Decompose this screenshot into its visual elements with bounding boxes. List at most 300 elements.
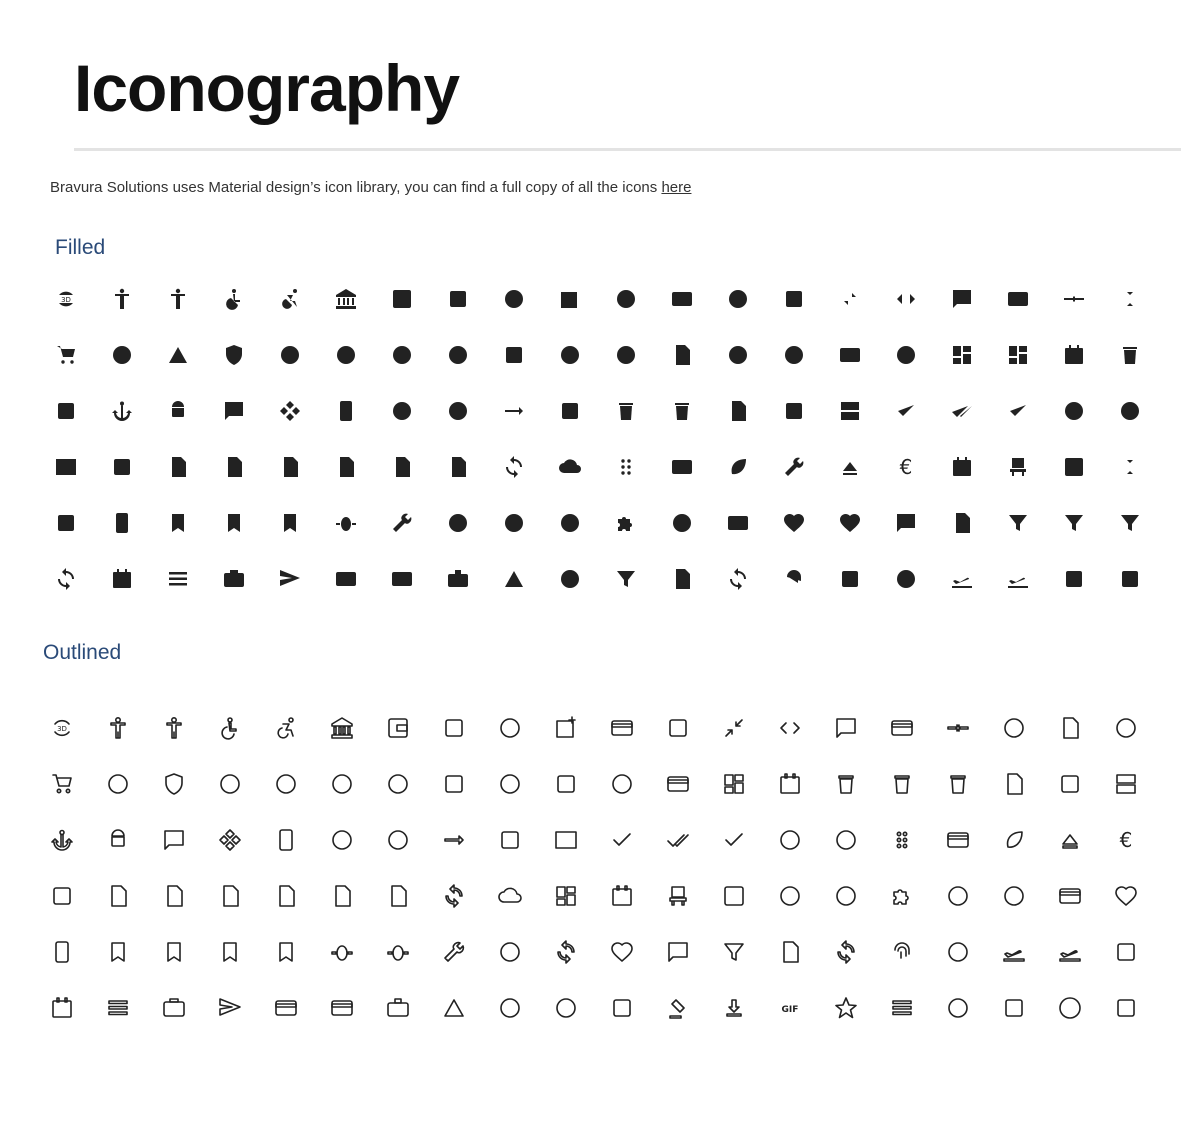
favorite-glyph [1114,884,1138,908]
accessible-forward-icon[interactable] [258,700,314,756]
assignment-late-icon[interactable] [202,868,258,924]
accessible-forward-icon[interactable] [262,271,318,327]
eco-glyph [1002,828,1026,852]
check-circle-icon[interactable] [598,271,654,327]
cached-icon[interactable] [38,551,94,607]
calendar-today-icon[interactable] [94,551,150,607]
account-balance-wallet-icon[interactable] [370,700,426,756]
feedback-icon[interactable] [934,271,990,327]
find-in-page-icon[interactable] [654,551,710,607]
api-icon[interactable] [202,812,258,868]
3d-rotation-icon[interactable] [34,700,90,756]
feedback-icon[interactable] [650,924,706,980]
change-history-icon[interactable] [486,551,542,607]
filter-alt-icon[interactable] [706,924,762,980]
feedback-icon[interactable] [878,495,934,551]
arrow-circle-up-glyph [386,828,410,852]
chrome-reader-mode-icon[interactable] [594,700,650,756]
assessment-glyph [110,455,134,479]
aspect-ratio-icon[interactable] [538,812,594,868]
fact-check-icon[interactable] [710,495,766,551]
contactless-icon[interactable] [598,327,654,383]
code-icon[interactable] [762,700,818,756]
flight-takeoff-icon[interactable] [990,551,1046,607]
check-circle-icon[interactable] [542,551,598,607]
description-glyph [1002,772,1026,796]
get-app-icon[interactable] [706,980,762,1036]
book-online-icon[interactable] [34,924,90,980]
favorite-icon[interactable] [1098,868,1154,924]
explore-glyph [778,884,802,908]
assignment-late-icon[interactable] [262,439,318,495]
bug-report-icon[interactable] [370,924,426,980]
eco-icon[interactable] [710,439,766,495]
build-icon[interactable] [426,924,482,980]
autorenew-icon[interactable] [486,439,542,495]
bookmark-icon[interactable] [150,495,206,551]
alarm-icon[interactable] [262,327,318,383]
flight-takeoff-glyph [1006,567,1030,591]
accessibility-new-icon[interactable] [150,271,206,327]
add-task-icon[interactable] [90,756,146,812]
card-travel-icon[interactable] [430,551,486,607]
event-icon[interactable] [934,439,990,495]
change-history-icon[interactable] [426,980,482,1036]
analytics-icon[interactable] [38,383,94,439]
expand-icon[interactable] [1102,439,1158,495]
account-box-glyph [442,716,466,740]
exit-to-app-glyph [1062,455,1086,479]
description-icon[interactable] [986,756,1042,812]
article-icon[interactable] [542,383,598,439]
flight-land-icon[interactable] [986,924,1042,980]
title-divider [74,148,1181,151]
event-icon[interactable] [594,868,650,924]
bug-report-glyph [386,940,410,964]
edit-off-icon[interactable] [766,439,822,495]
android-icon[interactable] [150,383,206,439]
dashboard-icon[interactable] [706,756,762,812]
check-circle-icon[interactable] [538,980,594,1036]
filter-alt-glyph [722,940,746,964]
exit-to-app-glyph [722,884,746,908]
delete-glyph [1118,343,1142,367]
alarm-add-icon[interactable] [258,756,314,812]
dns-icon[interactable] [1098,756,1154,812]
android-icon[interactable] [90,812,146,868]
gavel-icon[interactable] [650,980,706,1036]
account-circle-icon[interactable] [482,700,538,756]
account-box-icon[interactable] [426,700,482,756]
contact-support-icon[interactable] [1098,700,1154,756]
delete-outline-icon[interactable] [930,756,986,812]
camera-enhance-glyph [162,996,186,1020]
admin-panel-settings-icon[interactable] [146,756,202,812]
donut-small-glyph [834,828,858,852]
done-icon[interactable] [878,383,934,439]
filter-alt-glyph [1006,511,1030,535]
calendar-view-day-icon[interactable] [90,980,146,1036]
face-icon[interactable] [654,495,710,551]
description-glyph [726,399,750,423]
notifications-icon[interactable] [710,271,766,327]
done-icon[interactable] [594,812,650,868]
done-all-icon[interactable] [934,383,990,439]
add-shopping-cart-icon[interactable] [34,756,90,812]
gif-icon[interactable] [762,980,818,1036]
assignment-return-icon[interactable] [258,868,314,924]
event-seat-icon[interactable] [650,868,706,924]
filter-alt-icon[interactable] [598,551,654,607]
compare-arrows-icon[interactable] [1046,271,1102,327]
favorite-icon[interactable] [766,495,822,551]
card-membership-icon[interactable] [314,980,370,1036]
announcement-icon[interactable] [206,383,262,439]
alarm-on-icon[interactable] [370,756,426,812]
find-in-page-icon[interactable] [762,924,818,980]
bug-report-glyph [330,940,354,964]
arrow-circle-up-icon[interactable] [370,812,426,868]
arrow-right-alt-icon[interactable] [426,812,482,868]
aspect-ratio-glyph [554,828,578,852]
help-icon[interactable] [1042,980,1098,1036]
dns-icon[interactable] [822,383,878,439]
bookmark-border-icon[interactable] [258,924,314,980]
cancel-icon[interactable] [878,327,934,383]
dashboard-customize-glyph [554,884,578,908]
extension-glyph [614,511,638,535]
page-title: Iconography [74,51,460,125]
calendar-today-glyph [50,996,74,1020]
flip-to-back-icon[interactable] [1098,924,1154,980]
flight-land-icon[interactable] [934,551,990,607]
card-membership-glyph [330,996,354,1020]
backup-glyph [498,884,522,908]
face-icon[interactable] [930,868,986,924]
account-balance-wallet-icon[interactable] [374,271,430,327]
commute-glyph [890,716,914,740]
favorite-border-icon[interactable] [594,924,650,980]
all-inbox-icon[interactable] [486,327,542,383]
add-chart-icon[interactable] [542,271,598,327]
camera-enhance-icon[interactable] [146,980,202,1036]
done-outline-icon[interactable] [706,812,762,868]
book-icon[interactable] [766,271,822,327]
contact-page-icon[interactable] [654,327,710,383]
add-to-drive-icon[interactable] [150,327,206,383]
backup-icon[interactable] [482,868,538,924]
cancel-schedule-send-glyph [218,996,242,1020]
drag-indicator-icon[interactable] [874,812,930,868]
comment-icon[interactable] [818,700,874,756]
add-shopping-cart-glyph [50,772,74,796]
batch-prediction-icon[interactable] [38,495,94,551]
anchor-icon[interactable] [94,383,150,439]
dynamic-form-icon[interactable] [930,812,986,868]
flaky-icon[interactable] [930,924,986,980]
bookmarks-icon[interactable] [90,924,146,980]
chrome-reader-mode-glyph [670,287,694,311]
alarm-off-icon[interactable] [314,756,370,812]
add-to-drive-glyph [166,343,190,367]
done-outline-icon[interactable] [990,383,1046,439]
card-travel-icon[interactable] [370,980,426,1036]
fit-screen-icon[interactable] [822,551,878,607]
chrome-reader-mode-icon[interactable] [654,271,710,327]
book-icon[interactable] [650,700,706,756]
assignment-ind-icon[interactable] [206,439,262,495]
bookmarks-icon[interactable] [206,495,262,551]
admin-panel-settings-icon[interactable] [206,327,262,383]
card-membership-icon[interactable] [374,551,430,607]
face-icon[interactable] [986,868,1042,924]
donut-large-icon[interactable] [762,812,818,868]
bug-report-icon[interactable] [318,495,374,551]
arrow-circle-up-icon[interactable] [430,383,486,439]
delete-icon[interactable] [818,756,874,812]
flight-takeoff-icon[interactable] [1042,924,1098,980]
fingerprint-icon[interactable] [874,924,930,980]
add-task-icon[interactable] [94,327,150,383]
contact-page-icon[interactable] [1042,700,1098,756]
help-center-icon[interactable] [1098,980,1154,1036]
cancel-schedule-send-icon[interactable] [202,980,258,1036]
bookmark-icon[interactable] [146,924,202,980]
build-circle-glyph [498,940,522,964]
credit-card-icon[interactable] [650,756,706,812]
bug-report-icon[interactable] [314,924,370,980]
fingerprint-icon[interactable] [766,551,822,607]
dashboard-icon[interactable] [934,327,990,383]
filter-icon[interactable] [1102,495,1158,551]
bug-report-glyph [334,511,358,535]
icon-library-link[interactable]: here [661,179,692,196]
assignment-icon[interactable] [90,868,146,924]
dashboard-customize-icon[interactable] [990,327,1046,383]
camera-enhance-icon[interactable] [206,551,262,607]
build-icon[interactable] [374,495,430,551]
alarm-on-icon[interactable] [430,327,486,383]
bookmark-glyph [162,940,186,964]
filter-alt-icon[interactable] [990,495,1046,551]
account-balance-icon[interactable] [314,700,370,756]
accessible-icon[interactable] [206,271,262,327]
alarm-glyph [218,772,242,796]
assignment-ind-icon[interactable] [146,868,202,924]
donut-small-glyph [1118,399,1142,423]
card-giftcard-icon[interactable] [318,551,374,607]
accessibility-new-icon[interactable] [146,700,202,756]
assignment-returned-icon[interactable] [374,439,430,495]
credit-card-icon[interactable] [822,327,878,383]
accessibility-icon[interactable] [94,271,150,327]
svg-text:3D: 3D [61,296,71,304]
dashboard-customize-icon[interactable] [538,868,594,924]
all-out-icon[interactable] [542,327,598,383]
assessment-icon[interactable] [94,439,150,495]
card-travel-glyph [386,996,410,1020]
article-icon[interactable] [482,812,538,868]
assignment-turned-in-icon[interactable] [370,868,426,924]
card-giftcard-icon[interactable] [258,980,314,1036]
app-blocking-icon[interactable] [258,812,314,868]
aspect-ratio-icon[interactable] [38,439,94,495]
donut-large-icon[interactable] [1046,383,1102,439]
delete-icon[interactable] [1102,327,1158,383]
account-box-icon[interactable] [430,271,486,327]
donut-small-icon[interactable] [1102,383,1158,439]
eco-icon[interactable] [986,812,1042,868]
api-icon[interactable] [262,383,318,439]
grading-icon[interactable] [874,980,930,1036]
date-range-icon[interactable] [1046,327,1102,383]
fact-check-icon[interactable] [1042,868,1098,924]
all-out-icon[interactable] [482,756,538,812]
explore-off-icon[interactable] [818,868,874,924]
add-chart-icon[interactable] [538,700,594,756]
group-work-icon[interactable] [930,980,986,1036]
build-circle-icon[interactable] [430,495,486,551]
copyright-icon[interactable] [766,327,822,383]
app-blocking-icon[interactable] [318,383,374,439]
flaky-icon[interactable] [878,551,934,607]
app-blocking-glyph [334,399,358,423]
arrow-circle-down-icon[interactable] [374,383,430,439]
assignment-turned-in-icon[interactable] [430,439,486,495]
check-circle-icon[interactable] [482,980,538,1036]
flaky-glyph [946,940,970,964]
assignment-late-glyph [278,455,302,479]
assignment-icon[interactable] [150,439,206,495]
cached-icon[interactable] [538,924,594,980]
code-glyph [894,287,918,311]
eject-icon[interactable] [822,439,878,495]
all-inbox-icon[interactable] [426,756,482,812]
arrow-circle-down-icon[interactable] [314,812,370,868]
find-replace-icon[interactable] [818,924,874,980]
file-present-icon[interactable] [934,495,990,551]
alarm-add-icon[interactable] [318,327,374,383]
code-icon[interactable] [878,271,934,327]
analytics-glyph [554,772,578,796]
assignment-returned-icon[interactable] [314,868,370,924]
copyright-glyph [610,772,634,796]
flip-to-front-icon[interactable] [1102,551,1158,607]
anchor-icon[interactable] [34,812,90,868]
eco-glyph [726,455,750,479]
account-circle-icon[interactable] [486,271,542,327]
drag-indicator-icon[interactable] [598,439,654,495]
assignment-turned-in-glyph [446,455,470,479]
compare-arrows-icon[interactable] [930,700,986,756]
bookmarks-icon[interactable] [202,924,258,980]
calendar-today-icon[interactable] [34,980,90,1036]
alarm-icon[interactable] [202,756,258,812]
done-all-icon[interactable] [650,812,706,868]
explore-icon[interactable] [762,868,818,924]
cancel-schedule-send-icon[interactable] [262,551,318,607]
delete-forever-icon[interactable] [874,756,930,812]
file-present-glyph [950,511,974,535]
book-online-icon[interactable] [94,495,150,551]
close-fullscreen-icon[interactable] [822,271,878,327]
date-range-icon[interactable] [762,756,818,812]
assessment-icon[interactable] [34,868,90,924]
disabled-by-default-icon[interactable] [766,383,822,439]
commute-icon[interactable] [990,271,1046,327]
close-fullscreen-icon[interactable] [706,700,762,756]
accessibility-new-glyph [166,287,190,311]
filter-list-icon[interactable] [1046,495,1102,551]
3d-rotation-icon[interactable] [38,271,94,327]
extension-icon[interactable] [874,868,930,924]
favorite-border-icon[interactable] [822,495,878,551]
contactless-icon[interactable] [986,700,1042,756]
calendar-view-day-icon[interactable] [150,551,206,607]
grade-icon[interactable] [818,980,874,1036]
exit-to-app-icon[interactable] [706,868,762,924]
bookmark-border-icon[interactable] [262,495,318,551]
find-replace-icon[interactable] [710,551,766,607]
build-circle-icon[interactable] [482,924,538,980]
explore-off-icon[interactable] [542,495,598,551]
announcement-icon[interactable] [146,812,202,868]
add-shopping-cart-icon[interactable] [38,327,94,383]
backup-icon[interactable] [542,439,598,495]
filter-glyph [1118,511,1142,535]
delete-forever-icon[interactable] [598,383,654,439]
explore-icon[interactable] [486,495,542,551]
alarm-off-icon[interactable] [374,327,430,383]
assignment-turned-in-glyph [386,884,410,908]
flip-to-back-icon[interactable] [1046,551,1102,607]
disabled-by-default-icon[interactable] [1042,756,1098,812]
contactless-glyph [614,343,638,367]
delete-outline-icon[interactable] [654,383,710,439]
contact-support-icon[interactable] [710,327,766,383]
commute-icon[interactable] [874,700,930,756]
flip-to-back-glyph [1114,940,1138,964]
arrow-right-alt-icon[interactable] [486,383,542,439]
dynamic-form-icon[interactable] [654,439,710,495]
accessible-icon[interactable] [202,700,258,756]
exit-to-app-icon[interactable] [1046,439,1102,495]
euro-icon[interactable] [878,439,934,495]
event-seat-icon[interactable] [990,439,1046,495]
flip-to-front-icon[interactable] [594,980,650,1036]
autorenew-icon[interactable] [426,868,482,924]
compress-glyph [1118,287,1142,311]
calendar-today-glyph [110,567,134,591]
copyright-icon[interactable] [594,756,650,812]
account-box-glyph [446,287,470,311]
intro-paragraph [50,179,691,196]
accessible-glyph [222,287,246,311]
g-translate-icon[interactable] [986,980,1042,1036]
extension-icon[interactable] [598,495,654,551]
eject-icon[interactable] [1042,812,1098,868]
accessibility-icon[interactable] [90,700,146,756]
assignment-return-icon[interactable] [318,439,374,495]
all-inbox-glyph [442,772,466,796]
description-icon[interactable] [710,383,766,439]
account-balance-glyph [334,287,358,311]
analytics-icon[interactable] [538,756,594,812]
donut-small-icon[interactable] [818,812,874,868]
account-balance-icon[interactable] [318,271,374,327]
euro-icon[interactable] [1098,812,1154,868]
compress-icon[interactable] [1102,271,1158,327]
